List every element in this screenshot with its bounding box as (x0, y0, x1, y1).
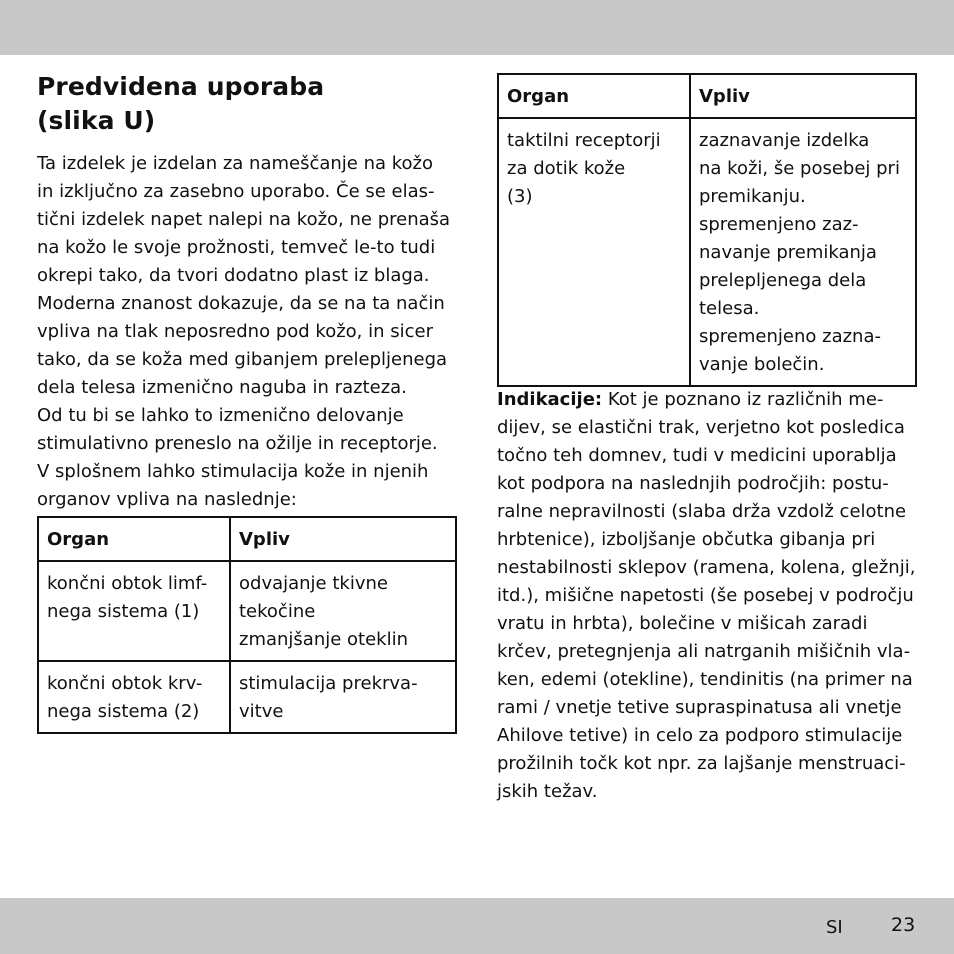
table-header-row (38, 517, 456, 561)
indications-label: Indikacije: (497, 389, 603, 410)
intro-line: Moderna znanost dokazuje, da se na ta način (37, 293, 445, 314)
table-row (38, 561, 456, 661)
intro-paragraph (37, 150, 462, 514)
indications-line: dijev, se elastični trak, verjetno kot posledica (497, 417, 905, 438)
section-heading: Predvidena uporaba (slika U) (37, 72, 325, 135)
indications-line: kot podpora na naslednjih področjih: postu- (497, 473, 889, 494)
effect-cell: zaznavanje izdelka na koži, še posebej pri premikanju. spremenjeno zaz- navanje premikanja prelepljenega dela telesa. spremenjeno zazna- vanje bolečin. (690, 118, 916, 386)
organ-cell: končni obtok limf- nega sistema (1) (38, 561, 230, 661)
effect-cell: odvajanje tkivne tekočine zmanjšanje oteklin (230, 561, 456, 661)
intro-line: dela telesa izmenično naguba in razteza. (37, 377, 407, 398)
indications-line: vratu in hrbta), bolečine v mišicah zaradi (497, 613, 868, 634)
intro-line: okrepi tako, da tvori dodatno plast iz blaga. (37, 265, 430, 286)
intro-line: Ta izdelek je izdelan za nameščanje na kožo (37, 153, 434, 174)
intro-line: Od tu bi se lahko to izmenično delovanje (37, 405, 404, 426)
header-organ: Organ (38, 517, 230, 561)
indications-line: prožilnih točk kot npr. za lajšanje menstruaci- (497, 753, 906, 774)
intro-line: na kožo le svoje prožnosti, temveč le-to tudi (37, 237, 436, 258)
table-header-row (498, 74, 916, 118)
effect-cell: stimulacija prekrva- vitve (230, 661, 456, 733)
organ-cell: končni obtok krv- nega sistema (2) (38, 661, 230, 733)
indications-line: nestabilnosti sklepov (ramena, kolena, gležnji, (497, 557, 916, 578)
indications-line: točno teh domnev, tudi v medicini uporablja (497, 445, 897, 466)
effects-table-left (37, 516, 457, 734)
indications-first-line: Indikacije: Kot je poznano iz različnih me- (497, 389, 884, 410)
indications-line: Ahilove tetive) in celo za podporo stimulacije (497, 725, 903, 746)
intro-line: vpliva na tlak neposredno pod kožo, in sicer (37, 321, 433, 342)
table-row (38, 661, 456, 733)
table-row (498, 118, 916, 386)
top-band (0, 0, 954, 55)
header-effect: Vpliv (690, 74, 916, 118)
indications-line: ralne nepravilnosti (slaba drža vzdolž celotne (497, 501, 907, 522)
indications-line: jskih težav. (497, 781, 598, 802)
indications-line: hrbtenice), izboljšanje občutka gibanja pri (497, 529, 876, 550)
intro-line: stimulativno preneslo na ožilje in receptorje. (37, 433, 438, 454)
footer-band (0, 898, 954, 954)
indications-line: itd.), mišične napetosti (še posebej v področju (497, 585, 914, 606)
organ-cell: taktilni receptorji za dotik kože (3) (498, 118, 690, 386)
indications-paragraph (497, 386, 920, 806)
intro-line: tični izdelek napet nalepi na kožo, ne prenaša (37, 209, 451, 230)
intro-line: tako, da se koža med gibanjem prelepljenega (37, 349, 448, 370)
indications-line: ken, edemi (otekline), tendinitis (na primer na (497, 669, 913, 690)
indications-line: krčev, pretegnjenja ali natrganih mišičnih vla- (497, 641, 911, 662)
effects-table-right (497, 73, 917, 387)
page-number: 23 (891, 914, 916, 936)
intro-line: organov vpliva na naslednje: (37, 489, 297, 510)
header-organ: Organ (498, 74, 690, 118)
intro-line: V splošnem lahko stimulacija kože in njenih (37, 461, 429, 482)
indications-line: rami / vnetje tetive supraspinatusa ali vnetje (497, 697, 902, 718)
footer-language: SI (826, 917, 843, 938)
header-effect: Vpliv (230, 517, 456, 561)
intro-line: in izključno za zasebno uporabo. Če se elas- (37, 181, 435, 202)
